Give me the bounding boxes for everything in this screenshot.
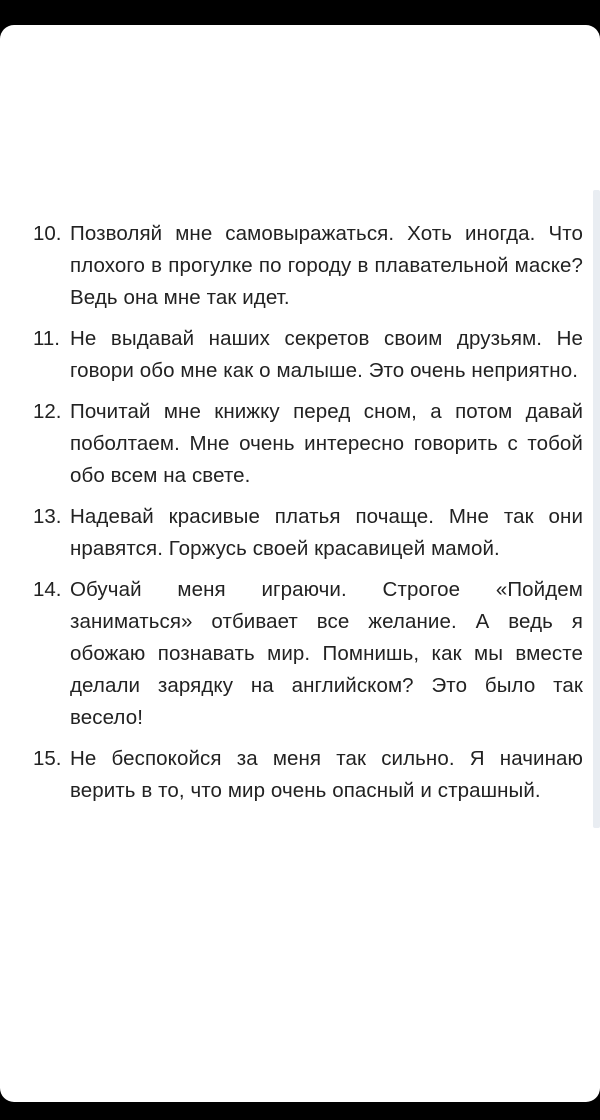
- list-item-number: 14.: [33, 578, 62, 601]
- list-item: [33, 574, 583, 734]
- list-item-number: 12.: [33, 400, 62, 423]
- list-item-number: 11.: [33, 327, 60, 350]
- content-card: [0, 25, 600, 1102]
- scrollbar-track[interactable]: [593, 190, 600, 828]
- list-item-text: Надевай красивые платья почаще. Мне так они нравятся. Горжусь своей красавицей мамой.: [70, 505, 583, 560]
- list-item: [33, 501, 583, 565]
- list-item-number: 13.: [33, 505, 62, 528]
- list-item-number: 10.: [33, 222, 62, 245]
- numbered-list: [33, 218, 583, 816]
- list-item-number: 15.: [33, 747, 62, 770]
- list-item: [33, 218, 583, 314]
- list-item-text: Не выдавай наших секретов своим друзьям. Не говори обо мне как о малыше. Это очень неприятно.: [70, 327, 583, 382]
- list-item: [33, 743, 583, 807]
- list-item-text: Обучай меня играючи. Строгое «Пойдем заниматься» отбивает все желание. А ведь я обожаю познавать мир. Помнишь, как мы вместе делали зарядку на английском? Это было так весело!: [70, 578, 583, 729]
- list-item: [33, 323, 583, 387]
- list-item: [33, 396, 583, 492]
- list-item-text: Не беспокойся за меня так сильно. Я начинаю верить в то, что мир очень опасный и страшный.: [70, 747, 583, 802]
- list-item-text: Почитай мне книжку перед сном, а потом давай поболтаем. Мне очень интересно говорить с тобой обо всем на свете.: [70, 400, 583, 487]
- list-item-text: Позволяй мне самовыражаться. Хоть иногда. Что плохого в прогулке по городу в плавательной маске? Ведь она мне так идет.: [70, 222, 583, 309]
